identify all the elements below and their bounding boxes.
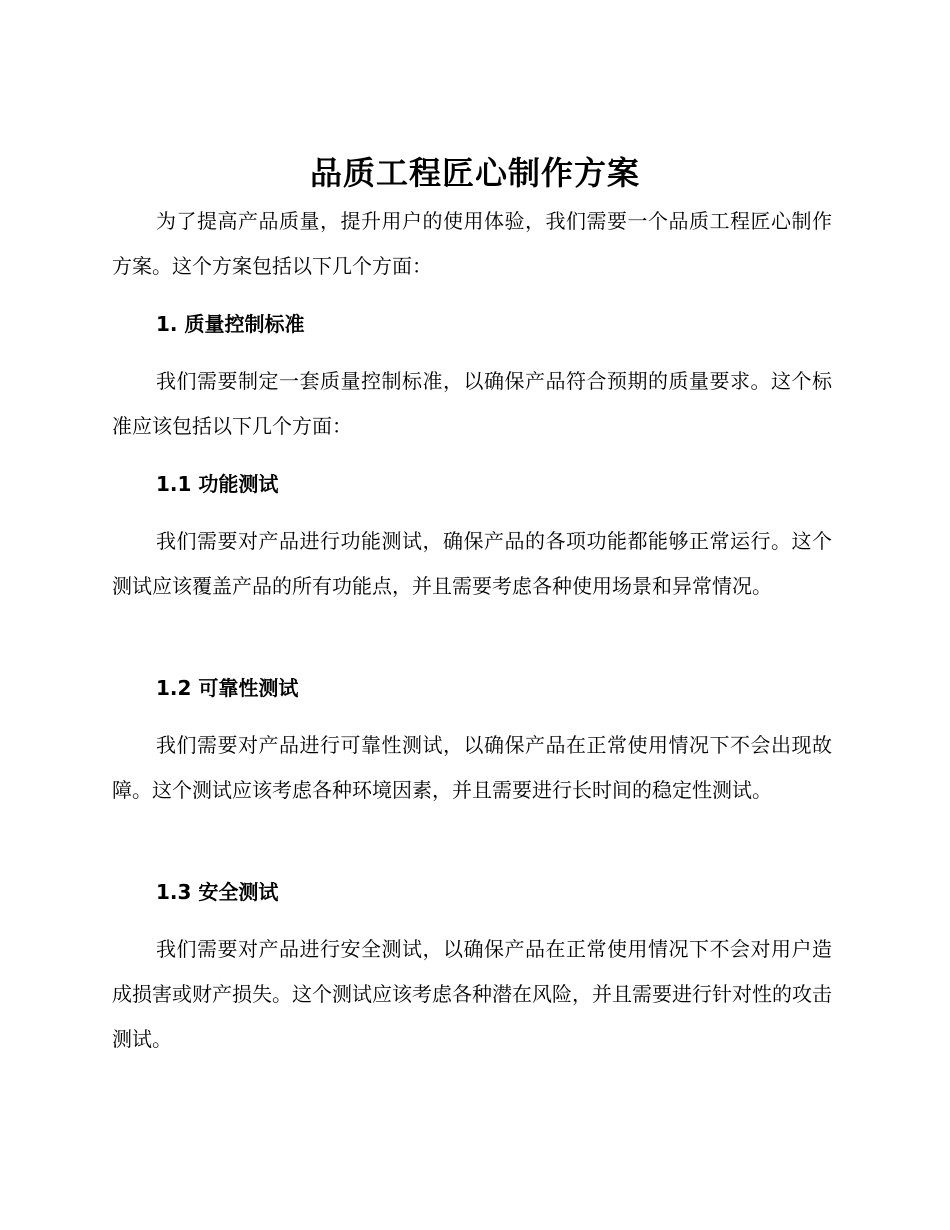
section-1-1-paragraph: 我们需要对产品进行功能测试，确保产品的各项功能都能够正常运行。这个测试应该覆盖产品的所有功能点，并且需要考虑各种使用场景和异常情况。 xyxy=(112,529,832,598)
section-1-heading: 1. 质量控制标准 xyxy=(156,312,305,336)
section-1-3-heading: 1.3 安全测试 xyxy=(156,880,279,904)
section-1-2-paragraph: 我们需要对产品进行可靠性测试，以确保产品在正常使用情况下不会出现故障。这个测试应该考虑各种环境因素，并且需要进行长时间的稳定性测试。 xyxy=(112,733,832,802)
intro-paragraph: 为了提高产品质量，提升用户的使用体验，我们需要一个品质工程匠心制作方案。这个方案包括以下几个方面： xyxy=(112,209,832,278)
section-1-paragraph: 我们需要制定一套质量控制标准，以确保产品符合预期的质量要求。这个标准应该包括以下几个方面： xyxy=(112,369,832,438)
section-1-1-heading: 1.1 功能测试 xyxy=(156,472,279,496)
document-title: 品质工程匠心制作方案 xyxy=(309,154,640,192)
section-1-3-paragraph: 我们需要对产品进行安全测试，以确保产品在正常使用情况下不会对用户造成损害或财产损失。这个测试应该考虑各种潜在风险，并且需要进行针对性的攻击测试。 xyxy=(112,937,832,1051)
section-1-2-heading: 1.2 可靠性测试 xyxy=(156,676,299,700)
